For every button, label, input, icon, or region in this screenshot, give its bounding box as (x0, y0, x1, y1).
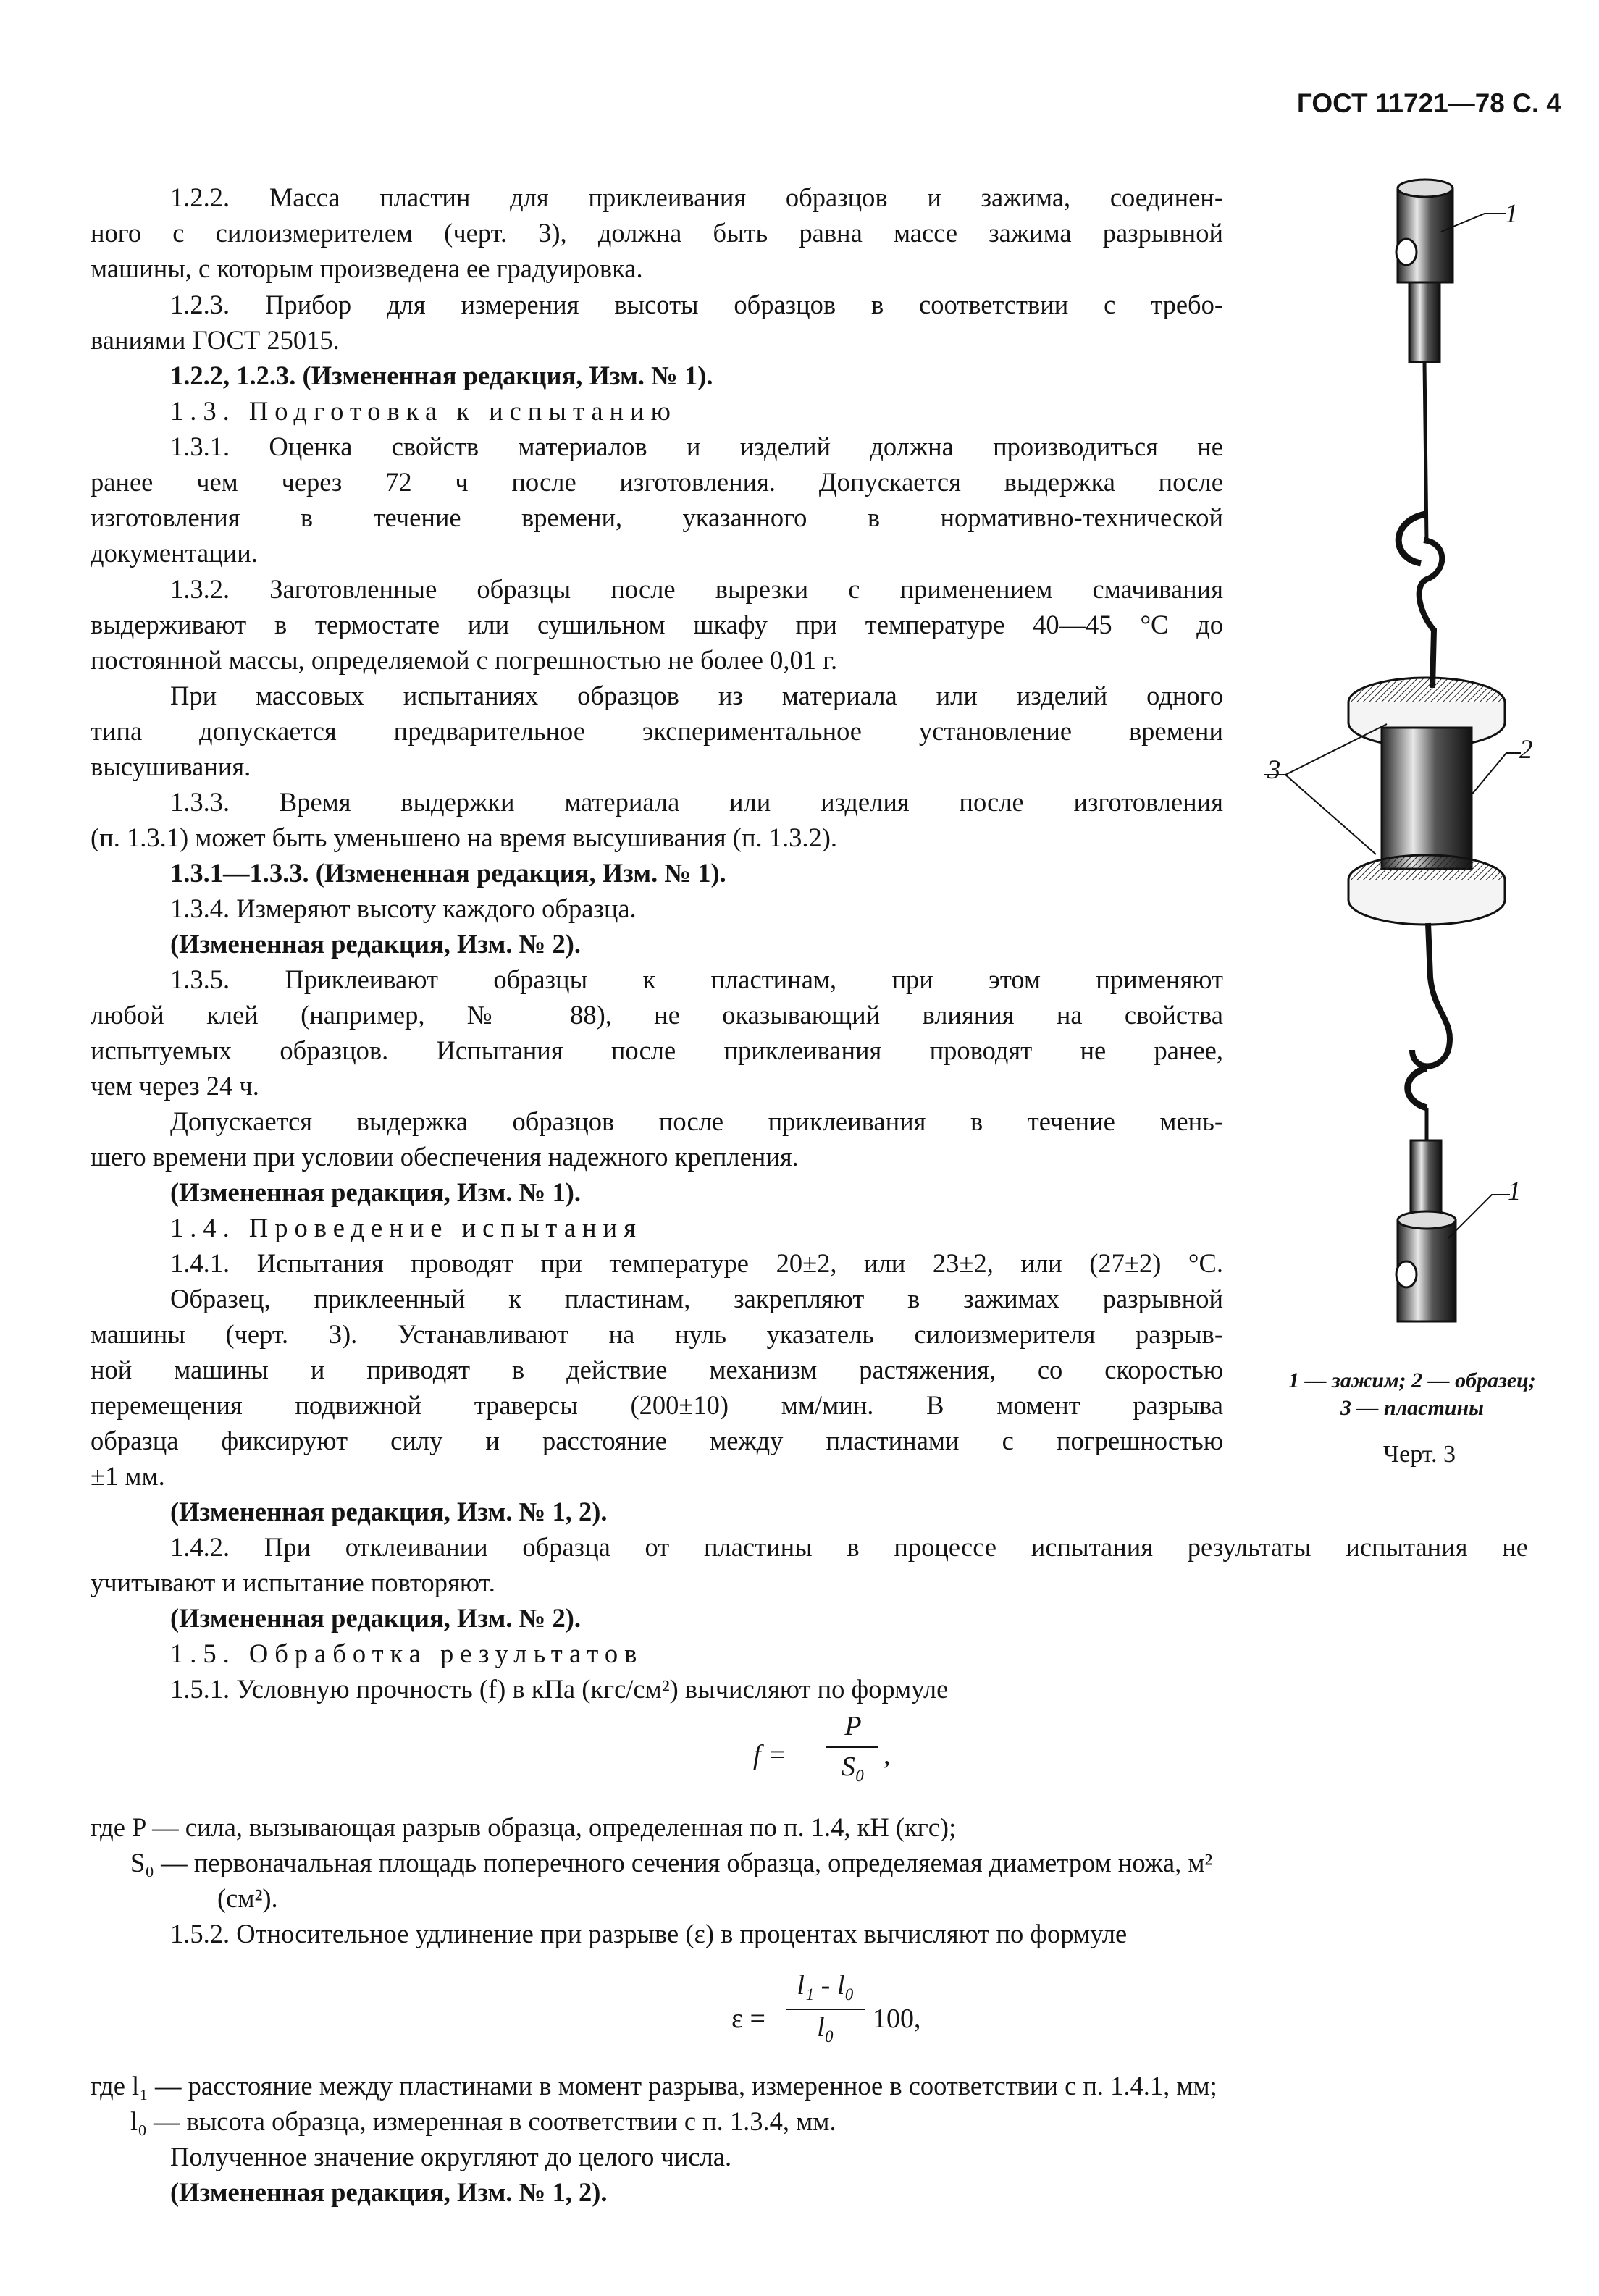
text-line: 1.3.5. Приклеивают образцы к пластинам, при этом применяют (170, 964, 1223, 994)
specimen-assembly (1348, 678, 1505, 925)
text-line: ранее чем через 72 ч после изготовления. Допускается выдержка после (91, 467, 1223, 497)
figure-caption-line1: 1 — зажим; 2 — образец; (1288, 1368, 1536, 1392)
section-heading: 1.4. Проведение испытания (170, 1213, 642, 1242)
text-line: (Измененная редакция, Изм. № 1). (170, 1177, 581, 1207)
text-line: машины (черт. 3). Устанавливают на нуль указатель силоизмерителя разрыв- (91, 1319, 1223, 1349)
figure-drawing (1253, 167, 1557, 1340)
text-line: типа допускается предварительное экспериментальное установление времени (91, 716, 1223, 746)
text-line: 1.3.3. Время выдержки материала или изделия после изготовления (170, 787, 1223, 817)
text-line: ваниями ГОСТ 25015. (91, 325, 340, 355)
formula-f-tail: , (884, 1740, 891, 1770)
figure-label-1-bottom: 1 (1508, 1176, 1522, 1206)
text-line: машины, с которым произведена ее градуировка. (91, 253, 643, 283)
text-line: 1.5.2. Относительное удлинение при разрыве (ε) в процентах вычисляют по формуле (170, 1919, 1128, 1948)
text-line: 1.5.1. Условную прочность (f) в кПа (кгс/см²) вычисляют по формуле (170, 1674, 949, 1704)
text-line: 1.3.1—1.3.3. (Измененная редакция, Изм. № 1). (170, 858, 726, 888)
figure-label-1-top: 1 (1505, 198, 1519, 228)
text-line: где l₁ — расстояние между пластинами в момент разрыва, измеренное в соответствии с п. 1.4.1, мм; (91, 2071, 1217, 2101)
text-line: (п. 1.3.1) может быть уменьшено на время высушивания (п. 1.3.2). (91, 823, 838, 852)
text-line: ного с силоизмерителем (черт. 3), должна быть равна массе зажима разрывной (91, 218, 1223, 248)
text-line: выдерживают в термостате или сушильном шкафу при температуре 40—45 °С до (91, 610, 1223, 639)
text-line: Полученное значение округляют до целого числа. (170, 2142, 732, 2171)
figure-caption-line2: 3 — пластины (1340, 1396, 1484, 1420)
text-line: 1.2.2. Масса пластин для приклеивания образцов и зажима, соединен- (170, 182, 1223, 212)
text-line: 1.3.1. Оценка свойств материалов и изделий должна производиться не (170, 432, 1223, 461)
text-line: (Измененная редакция, Изм. № 2). (170, 929, 581, 959)
fraction-bar (786, 2009, 865, 2010)
lower-hook (1408, 923, 1450, 1108)
text-line: Образец, приклеенный к пластинам, закрепляют в зажимах разрывной (170, 1284, 1223, 1313)
figure-label-2: 2 (1519, 734, 1533, 764)
text-line: постоянной массы, определяемой с погрешностью не более 0,01 г. (91, 645, 838, 675)
text-line: любой клей (например, № 88), не оказывающий влияния на свойства (91, 1000, 1223, 1030)
figure-title: Черт. 3 (1383, 1441, 1456, 1468)
text-line: 1.2.2, 1.2.3. (Измененная редакция, Изм. № 1). (170, 361, 713, 390)
text-line: 1.2.3. Прибор для измерения высоты образцов в соответствии с требо- (170, 290, 1223, 319)
text-line: шего времени при условии обеспечения надежного крепления. (91, 1142, 799, 1172)
text-line: образца фиксируют силу и расстояние между пластинами с погрешностью (91, 1426, 1223, 1455)
text-line: 1.3.2. Заготовленные образцы после вырезки с применением смачивания (170, 574, 1223, 604)
text-line: Допускается выдержка образцов после приклеивания в течение мень- (170, 1106, 1223, 1136)
formula-eps-denominator: l₀ (817, 2012, 834, 2043)
text-line: S₀ — первоначальная площадь поперечного сечения образца, определяемая диаметром ножа, м² (130, 1848, 1213, 1877)
text-line: перемещения подвижной траверсы (200±10) мм/мин. В момент разрыва (91, 1390, 1223, 1420)
text-line: (см²). (217, 1883, 278, 1913)
text-line: l₀ — высота образца, измеренная в соответствии с п. 1.3.4, мм. (130, 2106, 836, 2136)
text-line: испытуемых образцов. Испытания после приклеивания проводят не ранее, (91, 1035, 1223, 1065)
text-line: ной машины и приводят в действие механизм растяжения, со скоростью (91, 1355, 1223, 1384)
figure-label-3: 3 (1267, 754, 1281, 784)
text-line: (Измененная редакция, Изм. № 1, 2). (170, 1497, 608, 1526)
formula-eps-tail: 100, (873, 2003, 921, 2034)
section-heading: 1.3. Подготовка к испытанию (170, 396, 677, 426)
formula-f-lhs: f = (753, 1740, 786, 1770)
formula-eps-numerator: l₁ - l₀ (797, 1970, 855, 2001)
text-line: При массовых испытаниях образцов из материала или изделий одного (170, 681, 1223, 710)
text-line: чем через 24 ч. (91, 1071, 259, 1101)
page-header: ГОСТ 11721—78 С. 4 (1296, 88, 1561, 118)
text-line: 1.4.1. Испытания проводят при температуре 20±2, или 23±2, или (27±2) °С. (170, 1248, 1223, 1278)
formula-eps-lhs: ε = (731, 2003, 765, 2034)
lower-clamp (1396, 1108, 1456, 1321)
text-line: 1.4.2. При отклеивании образца от пластины в процессе испытания результаты испытания не (170, 1532, 1528, 1562)
text-line: (Измененная редакция, Изм. № 2). (170, 1603, 581, 1633)
text-line: учитывают и испытание повторяют. (91, 1568, 495, 1597)
fraction-bar (826, 1746, 878, 1748)
upper-hook (1398, 514, 1442, 688)
text-line: где P — сила, вызывающая разрыв образца, определенная по п. 1.4, кН (кгс); (91, 1812, 957, 1842)
text-line: ±1 мм. (91, 1461, 165, 1491)
section-heading: 1.5. Обработка результатов (170, 1639, 644, 1668)
text-line: (Измененная редакция, Изм. № 1, 2). (170, 2177, 608, 2207)
text-line: изготовления в течение времени, указанного в нормативно-технической (91, 502, 1223, 532)
formula-f-denominator: S₀ (841, 1752, 865, 1782)
formula-f-numerator: P (844, 1711, 862, 1741)
text-line: документации. (91, 538, 258, 568)
upper-clamp (1396, 180, 1453, 543)
text-line: 1.3.4. Измеряют высоту каждого образца. (170, 893, 637, 923)
text-line: высушивания. (91, 752, 251, 781)
